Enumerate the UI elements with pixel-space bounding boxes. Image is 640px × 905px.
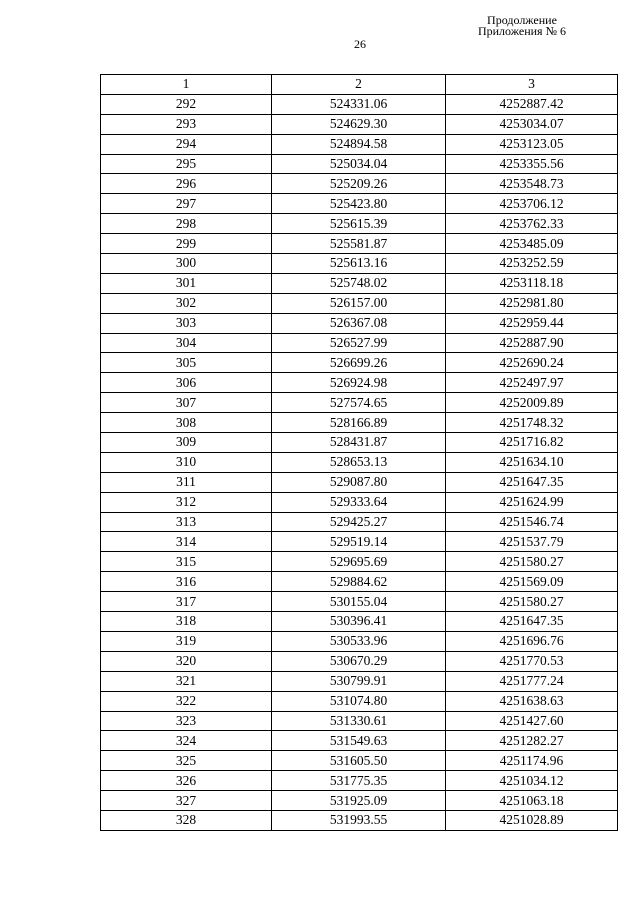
table-row xyxy=(101,651,618,671)
point-number-cell: 306 xyxy=(101,373,272,393)
table-row xyxy=(101,452,618,472)
table-body xyxy=(101,94,618,830)
table-row xyxy=(101,333,618,353)
x-coordinate-cell: 525423.80 xyxy=(272,194,446,214)
point-number-cell: 307 xyxy=(101,393,272,413)
point-number-cell: 319 xyxy=(101,631,272,651)
y-coordinate-cell: 4252887.42 xyxy=(446,94,618,114)
table-row xyxy=(101,751,618,771)
x-coordinate-cell: 526157.00 xyxy=(272,293,446,313)
table-row xyxy=(101,810,618,830)
x-coordinate-cell: 526367.08 xyxy=(272,313,446,333)
y-coordinate-cell: 4253548.73 xyxy=(446,174,618,194)
point-number-cell: 297 xyxy=(101,194,272,214)
point-number-cell: 318 xyxy=(101,612,272,632)
x-coordinate-cell: 530670.29 xyxy=(272,651,446,671)
x-coordinate-cell: 529087.80 xyxy=(272,472,446,492)
x-coordinate-cell: 525581.87 xyxy=(272,234,446,254)
y-coordinate-cell: 4253355.56 xyxy=(446,154,618,174)
x-coordinate-cell: 525613.16 xyxy=(272,254,446,274)
point-number-cell: 300 xyxy=(101,254,272,274)
table-row xyxy=(101,174,618,194)
point-number-cell: 301 xyxy=(101,273,272,293)
x-coordinate-cell: 524894.58 xyxy=(272,134,446,154)
y-coordinate-cell: 4253762.33 xyxy=(446,214,618,234)
y-coordinate-cell: 4251569.09 xyxy=(446,572,618,592)
table-row xyxy=(101,234,618,254)
y-coordinate-cell: 4251546.74 xyxy=(446,512,618,532)
point-number-cell: 294 xyxy=(101,134,272,154)
point-number-cell: 302 xyxy=(101,293,272,313)
y-coordinate-cell: 4251282.27 xyxy=(446,731,618,751)
appendix-continuation-label: Продолжение xyxy=(487,13,557,27)
point-number-cell: 309 xyxy=(101,433,272,453)
point-number-cell: 315 xyxy=(101,552,272,572)
table-row xyxy=(101,631,618,651)
x-coordinate-cell: 524331.06 xyxy=(272,94,446,114)
table-row xyxy=(101,433,618,453)
x-coordinate-cell: 528166.89 xyxy=(272,413,446,433)
x-coordinate-cell: 530396.41 xyxy=(272,612,446,632)
table-row xyxy=(101,154,618,174)
table-row xyxy=(101,94,618,114)
point-number-cell: 311 xyxy=(101,472,272,492)
y-coordinate-cell: 4251028.89 xyxy=(446,810,618,830)
table-row xyxy=(101,214,618,234)
x-coordinate-cell: 525034.04 xyxy=(272,154,446,174)
y-coordinate-cell: 4251174.96 xyxy=(446,751,618,771)
point-number-cell: 325 xyxy=(101,751,272,771)
y-coordinate-cell: 4252497.97 xyxy=(446,373,618,393)
coordinates-table xyxy=(100,74,618,831)
x-coordinate-cell: 528431.87 xyxy=(272,433,446,453)
y-coordinate-cell: 4253706.12 xyxy=(446,194,618,214)
y-coordinate-cell: 4251638.63 xyxy=(446,691,618,711)
table-row xyxy=(101,114,618,134)
x-coordinate-cell: 528653.13 xyxy=(272,452,446,472)
table-row xyxy=(101,771,618,791)
table-row xyxy=(101,194,618,214)
x-coordinate-cell: 531993.55 xyxy=(272,810,446,830)
table-row xyxy=(101,612,618,632)
table-row xyxy=(101,572,618,592)
y-coordinate-cell: 4252981.80 xyxy=(446,293,618,313)
y-coordinate-cell: 4252009.89 xyxy=(446,393,618,413)
point-number-cell: 328 xyxy=(101,810,272,830)
y-coordinate-cell: 4251537.79 xyxy=(446,532,618,552)
point-number-cell: 323 xyxy=(101,711,272,731)
column-header-2: 2 xyxy=(272,75,446,95)
point-number-cell: 313 xyxy=(101,512,272,532)
y-coordinate-cell: 4251647.35 xyxy=(446,472,618,492)
table-row xyxy=(101,273,618,293)
x-coordinate-cell: 530155.04 xyxy=(272,592,446,612)
table-row xyxy=(101,373,618,393)
page-number: 26 xyxy=(354,37,366,51)
table-row xyxy=(101,393,618,413)
x-coordinate-cell: 529884.62 xyxy=(272,572,446,592)
point-number-cell: 308 xyxy=(101,413,272,433)
y-coordinate-cell: 4253034.07 xyxy=(446,114,618,134)
x-coordinate-cell: 529695.69 xyxy=(272,552,446,572)
y-coordinate-cell: 4251716.82 xyxy=(446,433,618,453)
y-coordinate-cell: 4251748.32 xyxy=(446,413,618,433)
y-coordinate-cell: 4251580.27 xyxy=(446,592,618,612)
point-number-cell: 316 xyxy=(101,572,272,592)
table-row xyxy=(101,293,618,313)
table-row xyxy=(101,134,618,154)
y-coordinate-cell: 4253118.18 xyxy=(446,273,618,293)
y-coordinate-cell: 4252959.44 xyxy=(446,313,618,333)
table-row xyxy=(101,532,618,552)
x-coordinate-cell: 525209.26 xyxy=(272,174,446,194)
y-coordinate-cell: 4251427.60 xyxy=(446,711,618,731)
point-number-cell: 312 xyxy=(101,492,272,512)
x-coordinate-cell: 531775.35 xyxy=(272,771,446,791)
x-coordinate-cell: 531925.09 xyxy=(272,791,446,811)
y-coordinate-cell: 4251063.18 xyxy=(446,791,618,811)
y-coordinate-cell: 4252690.24 xyxy=(446,353,618,373)
table-row xyxy=(101,691,618,711)
x-coordinate-cell: 531074.80 xyxy=(272,691,446,711)
x-coordinate-cell: 531330.61 xyxy=(272,711,446,731)
x-coordinate-cell: 529519.14 xyxy=(272,532,446,552)
x-coordinate-cell: 530799.91 xyxy=(272,671,446,691)
x-coordinate-cell: 525748.02 xyxy=(272,273,446,293)
appendix-number-label: Приложения № 6 xyxy=(477,24,567,38)
y-coordinate-cell: 4251034.12 xyxy=(446,771,618,791)
table-row xyxy=(101,791,618,811)
point-number-cell: 310 xyxy=(101,452,272,472)
column-header-3: 3 xyxy=(446,75,618,95)
x-coordinate-cell: 530533.96 xyxy=(272,631,446,651)
table-row xyxy=(101,313,618,333)
x-coordinate-cell: 531605.50 xyxy=(272,751,446,771)
table-row xyxy=(101,353,618,373)
y-coordinate-cell: 4251777.24 xyxy=(446,671,618,691)
table-row xyxy=(101,671,618,691)
x-coordinate-cell: 531549.63 xyxy=(272,731,446,751)
y-coordinate-cell: 4251770.53 xyxy=(446,651,618,671)
point-number-cell: 292 xyxy=(101,94,272,114)
y-coordinate-cell: 4251624.99 xyxy=(446,492,618,512)
point-number-cell: 320 xyxy=(101,651,272,671)
x-coordinate-cell: 527574.65 xyxy=(272,393,446,413)
y-coordinate-cell: 4253485.09 xyxy=(446,234,618,254)
y-coordinate-cell: 4251696.76 xyxy=(446,631,618,651)
table-row xyxy=(101,731,618,751)
point-number-cell: 314 xyxy=(101,532,272,552)
table-row xyxy=(101,552,618,572)
x-coordinate-cell: 529333.64 xyxy=(272,492,446,512)
table-header-row xyxy=(101,75,618,95)
x-coordinate-cell: 526699.26 xyxy=(272,353,446,373)
point-number-cell: 296 xyxy=(101,174,272,194)
point-number-cell: 293 xyxy=(101,114,272,134)
point-number-cell: 327 xyxy=(101,791,272,811)
table-row xyxy=(101,472,618,492)
column-header-1: 1 xyxy=(101,75,272,95)
point-number-cell: 317 xyxy=(101,592,272,612)
y-coordinate-cell: 4252887.90 xyxy=(446,333,618,353)
point-number-cell: 321 xyxy=(101,671,272,691)
table-row xyxy=(101,492,618,512)
table-row xyxy=(101,512,618,532)
x-coordinate-cell: 526527.99 xyxy=(272,333,446,353)
y-coordinate-cell: 4251580.27 xyxy=(446,552,618,572)
point-number-cell: 305 xyxy=(101,353,272,373)
point-number-cell: 326 xyxy=(101,771,272,791)
x-coordinate-cell: 529425.27 xyxy=(272,512,446,532)
y-coordinate-cell: 4253123.05 xyxy=(446,134,618,154)
point-number-cell: 304 xyxy=(101,333,272,353)
y-coordinate-cell: 4251634.10 xyxy=(446,452,618,472)
point-number-cell: 298 xyxy=(101,214,272,234)
table-row xyxy=(101,254,618,274)
table-row xyxy=(101,711,618,731)
point-number-cell: 299 xyxy=(101,234,272,254)
y-coordinate-cell: 4253252.59 xyxy=(446,254,618,274)
table-row xyxy=(101,592,618,612)
point-number-cell: 324 xyxy=(101,731,272,751)
y-coordinate-cell: 4251647.35 xyxy=(446,612,618,632)
x-coordinate-cell: 526924.98 xyxy=(272,373,446,393)
point-number-cell: 303 xyxy=(101,313,272,333)
x-coordinate-cell: 524629.30 xyxy=(272,114,446,134)
x-coordinate-cell: 525615.39 xyxy=(272,214,446,234)
appendix-heading xyxy=(462,15,582,37)
point-number-cell: 295 xyxy=(101,154,272,174)
table-row xyxy=(101,413,618,433)
point-number-cell: 322 xyxy=(101,691,272,711)
